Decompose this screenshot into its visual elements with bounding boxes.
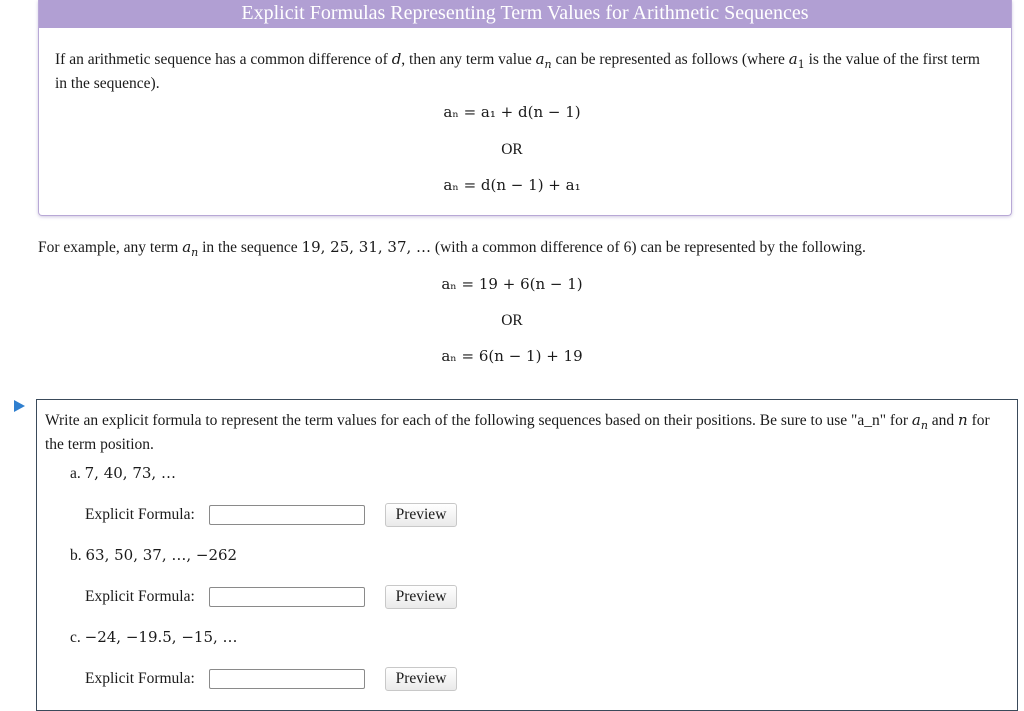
part-a-preview-button[interactable]: Preview: [385, 503, 457, 527]
problem-instructions: Write an explicit formula to represent the term values for each of the following sequences based on their positions. Be sure to use "a_n" for $a_n$ and n for the term position.: [45, 411, 990, 454]
part-b-formula-label: Explicit Formula:: [85, 588, 195, 605]
part-b-preview-button[interactable]: Preview: [385, 585, 457, 609]
example-or-label: OR: [501, 312, 523, 329]
example-text: For example, any term $a_n$ in the sequence 19, 25, 31, 37, … (with a common difference of 6) can be represented by the following.: [38, 238, 866, 260]
example-formula-1: aₙ = 19 + 6(n − 1): [441, 275, 583, 293]
problem-box: [36, 399, 1018, 711]
definition-text: If an arithmetic sequence has a common difference of d, then any term value $a_n$ can be represented as follows (where $a_1$ is the value of the first term in the sequence).: [55, 50, 980, 93]
part-a-formula-input[interactable]: [209, 505, 365, 525]
definition-formula-2: aₙ = d(n − 1) + a₁: [443, 176, 581, 194]
part-b-label: b. 63, 50, 37, …, −262: [70, 546, 238, 564]
problem-expand-arrow-icon[interactable]: [14, 400, 25, 412]
part-c-label: c. −24, −19.5, −15, …: [70, 628, 238, 646]
example-formula-2: aₙ = 6(n − 1) + 19: [441, 347, 583, 365]
part-c-formula-input[interactable]: [209, 669, 365, 689]
part-b-formula-input[interactable]: [209, 587, 365, 607]
part-a-formula-label: Explicit Formula:: [85, 506, 195, 523]
part-c-preview-button[interactable]: Preview: [385, 667, 457, 691]
part-c-formula-label: Explicit Formula:: [85, 670, 195, 687]
definition-or-label: OR: [501, 141, 523, 158]
definition-title: Explicit Formulas Representing Term Values for Arithmetic Sequences: [39, 0, 1011, 28]
definition-formula-1: aₙ = a₁ + d(n − 1): [443, 103, 581, 121]
part-a-label: a. 7, 40, 73, …: [70, 464, 176, 482]
